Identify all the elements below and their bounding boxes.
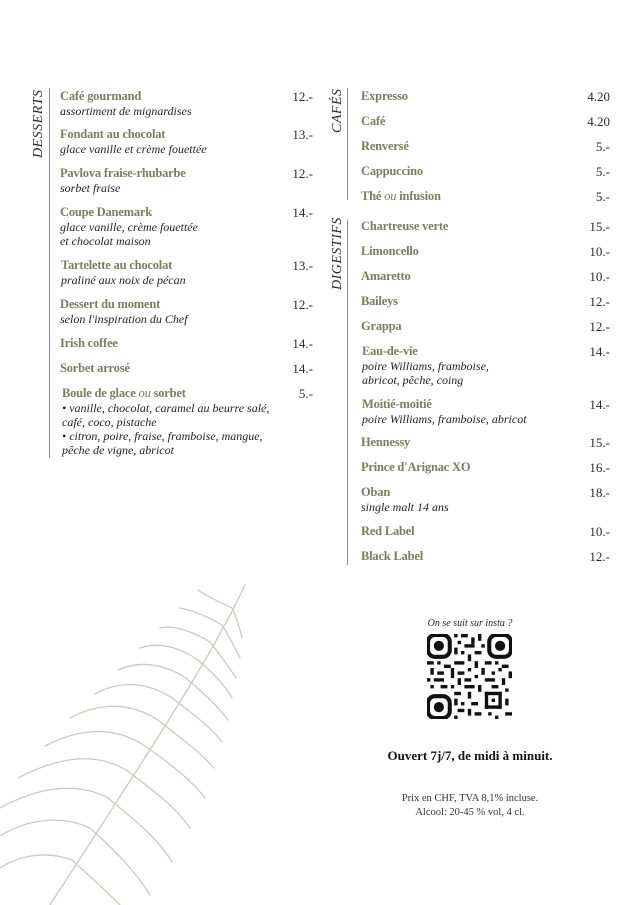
menu-item: Sorbet arrosé	[60, 361, 130, 375]
price: 12.-	[589, 319, 610, 334]
digestifs-label: DIGESTIFS	[330, 217, 345, 290]
menu-item: Thé ou infusion	[361, 189, 441, 203]
menu-item: Red Label	[361, 524, 415, 538]
price: 16.-	[589, 460, 610, 475]
menu-item: Fondant au chocolat glace vanille et crème fouettée	[60, 127, 207, 156]
price: 12.-	[589, 549, 610, 564]
price: 12.-	[292, 166, 313, 181]
price: 4.20	[587, 89, 610, 104]
price: 14.-	[292, 205, 313, 220]
price: 14.-	[589, 344, 610, 359]
menu-item: Limoncello	[361, 244, 419, 258]
price: 14.-	[292, 336, 313, 351]
price: 5.-	[595, 189, 610, 204]
menu-item: Prince d'Arignac XO	[361, 460, 471, 474]
price: 4.20	[587, 114, 610, 129]
alcohol-note: Alcool: 20-45 % vol, 4 cl.	[415, 807, 525, 818]
price: 5.-	[595, 164, 610, 179]
menu-item: Amaretto	[361, 269, 411, 283]
menu-item: Baileys	[361, 294, 398, 308]
menu-item: Boule de glace ou sorbet • vanille, chocolat, caramel au beurre salé, café, coco, pistache • citron, poire, fraise, framboise, mangue, pêche de vigne, abricot	[62, 386, 270, 457]
menu-item: Coupe Danemark glace vanille, crème fouettée et chocolat maison	[60, 205, 198, 248]
price: 10.-	[589, 524, 610, 539]
cafes-label: CAFÉS	[330, 88, 345, 133]
price-note: Prix en CHF, TVA 8,1% incluse.	[401, 793, 539, 804]
insta-prompt: On se suit sur insta ?	[427, 618, 513, 629]
price: 14.-	[292, 361, 313, 376]
price: 12.-	[589, 294, 610, 309]
price: 5.-	[298, 386, 313, 401]
price: 12.-	[292, 297, 313, 312]
price: 10.-	[589, 244, 610, 259]
price: 15.-	[589, 435, 610, 450]
menu-item: Irish coffee	[60, 336, 118, 350]
desserts-label: DESSERTS	[31, 89, 46, 158]
menu-item: Café	[361, 114, 386, 128]
menu-item: Black Label	[361, 549, 424, 563]
price: 14.-	[589, 397, 610, 412]
menu-item: Tartelette au chocolat praliné aux noix de pécan	[61, 258, 186, 287]
menu-item: Renversé	[361, 139, 409, 153]
menu-item: Eau-de-vie poire Williams, framboise, abricot, pêche, coing	[362, 344, 489, 387]
desserts-divider	[49, 88, 50, 458]
price: 10.-	[589, 269, 610, 284]
price: 15.-	[589, 219, 610, 234]
price: 13.-	[292, 127, 313, 142]
menu-item: Expresso	[361, 89, 408, 103]
menu-item: Hennessy	[361, 435, 411, 449]
price: 18.-	[589, 485, 610, 500]
qr-code-icon[interactable]	[427, 634, 512, 719]
menu-item: Chartreuse verte	[361, 219, 449, 233]
menu-item: Moitié-moitié poire Williams, framboise, abricot	[362, 397, 527, 426]
price: 5.-	[595, 139, 610, 154]
digestifs-divider	[347, 220, 348, 565]
cafes-divider	[347, 88, 348, 200]
menu-item: Oban single malt 14 ans	[361, 485, 449, 514]
opening-hours: Ouvert 7j/7, de midi à minuit.	[387, 748, 553, 763]
price: 13.-	[292, 258, 313, 273]
menu-item: Grappa	[361, 319, 402, 333]
menu-item: Café gourmand assortiment de mignardises	[60, 89, 192, 118]
price: 12.-	[292, 89, 313, 104]
fern-leaf-icon	[0, 580, 260, 905]
menu-item: Cappuccino	[361, 164, 423, 178]
menu-item: Dessert du moment selon l'inspiration du Chef	[60, 297, 188, 326]
menu-item: Pavlova fraise-rhubarbe sorbet fraise	[60, 166, 186, 195]
